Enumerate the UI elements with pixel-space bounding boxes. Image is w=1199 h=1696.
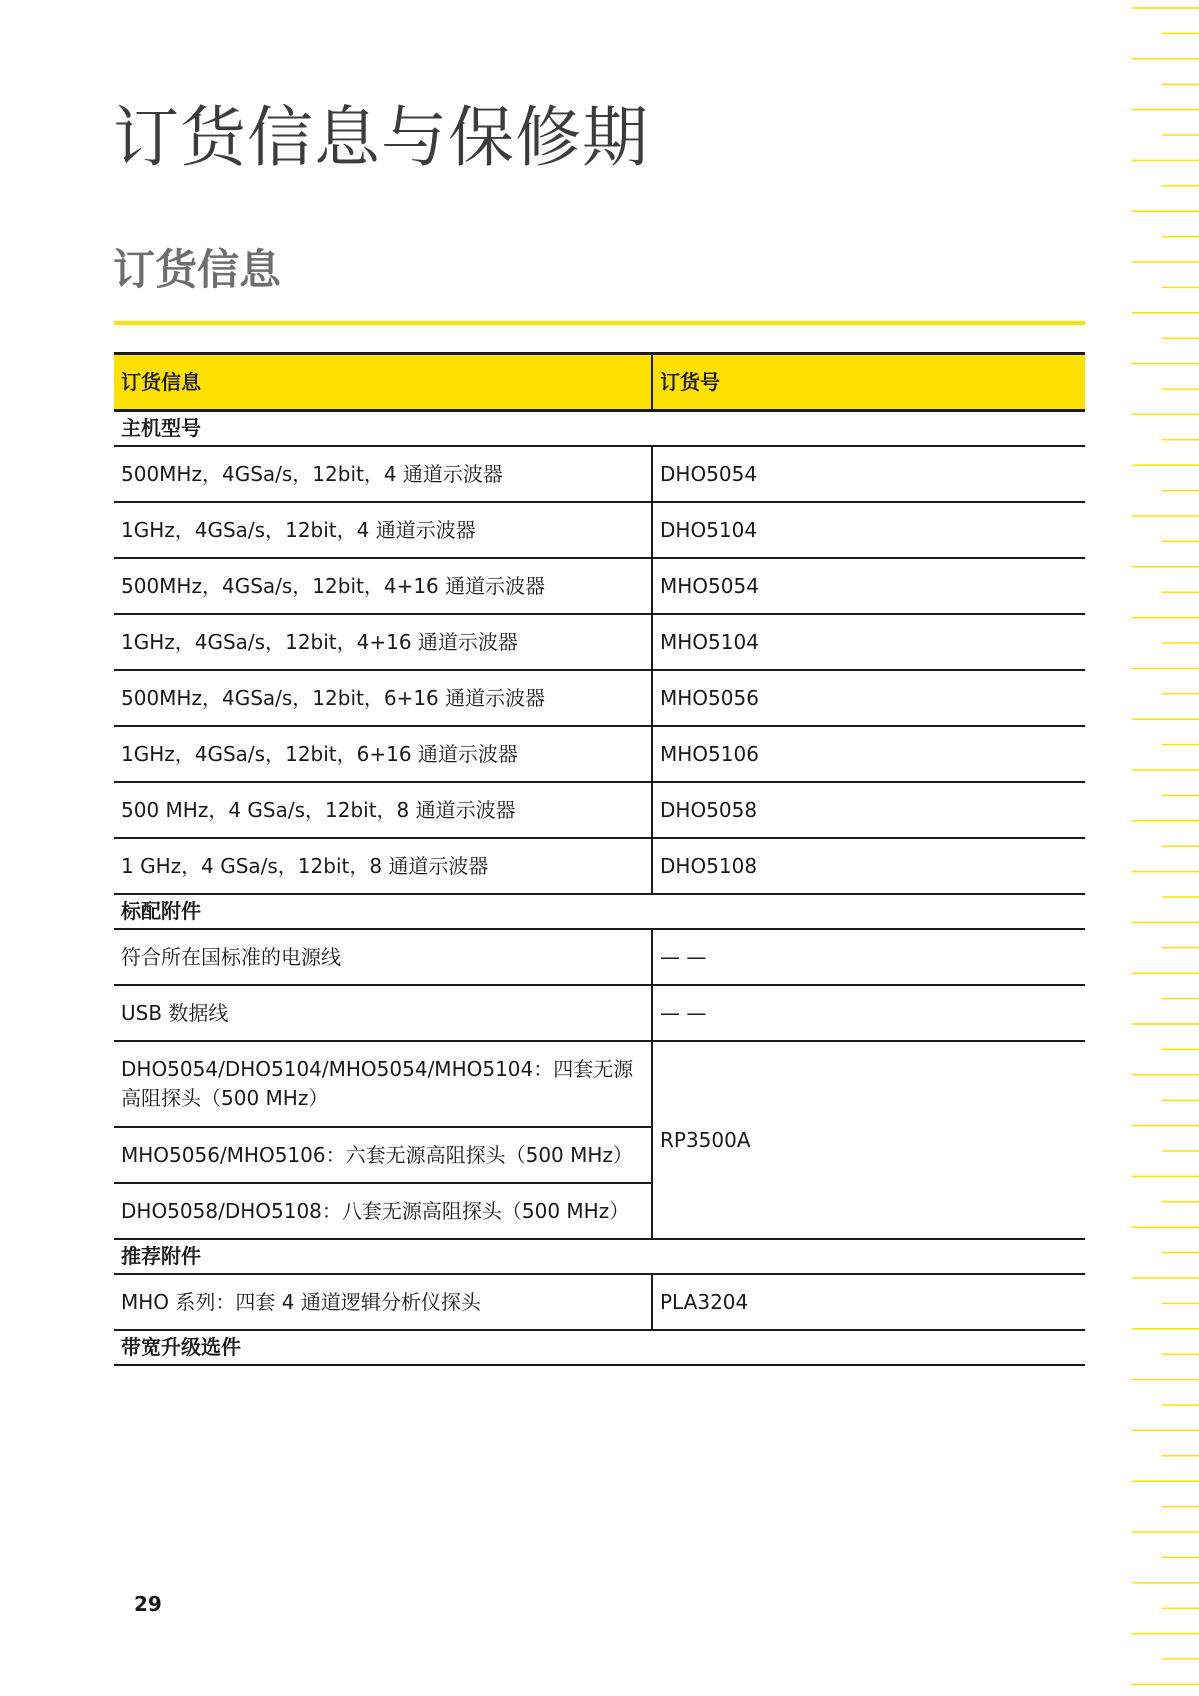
page-number: 29 [134, 1592, 162, 1616]
table-header-row [114, 354, 1085, 411]
group-row [114, 1330, 1085, 1365]
row-order-number: MHO5104 [652, 614, 1085, 670]
row-description: DHO5058/DHO5108：八套无源高阻探头（500 MHz） [114, 1183, 652, 1239]
row-order-number: DHO5108 [652, 838, 1085, 894]
header-order-number: 订货号 [652, 354, 1085, 411]
table-row [114, 1274, 1085, 1330]
page-title: 订货信息与保修期 [113, 99, 649, 176]
table-row [114, 838, 1085, 894]
row-description: 1GHz，4GSa/s，12bit，4 通道示波器 [114, 502, 652, 558]
row-description: 1GHz，4GSa/s，12bit，4+16 通道示波器 [114, 614, 652, 670]
row-order-number: RP3500A [652, 1041, 1085, 1239]
table-row [114, 929, 1085, 985]
table-row [114, 1041, 1085, 1127]
table-row [114, 670, 1085, 726]
row-description: 500MHz，4GSa/s，12bit，6+16 通道示波器 [114, 670, 652, 726]
row-order-number: — — [652, 985, 1085, 1041]
row-description: MHO5056/MHO5106：六套无源高阻探头（500 MHz） [114, 1127, 652, 1183]
row-order-number: MHO5106 [652, 726, 1085, 782]
row-description: 500 MHz，4 GSa/s，12bit，8 通道示波器 [114, 782, 652, 838]
group-row [114, 894, 1085, 929]
section-divider [114, 321, 1085, 325]
row-order-number: MHO5054 [652, 558, 1085, 614]
row-order-number: MHO5056 [652, 670, 1085, 726]
group-label: 带宽升级选件 [114, 1330, 1085, 1365]
group-label: 主机型号 [114, 411, 1085, 447]
header-description: 订货信息 [114, 354, 652, 411]
section-title: 订货信息 [113, 245, 282, 294]
group-row [114, 1239, 1085, 1274]
row-order-number: — — [652, 929, 1085, 985]
row-description: 符合所在国标准的电源线 [114, 929, 652, 985]
row-description: DHO5054/DHO5104/MHO5054/MHO5104：四套无源高阻探头（500 MHz） [114, 1041, 652, 1127]
table-row [114, 614, 1085, 670]
row-order-number: DHO5054 [652, 446, 1085, 502]
row-description: 500MHz，4GSa/s，12bit，4+16 通道示波器 [114, 558, 652, 614]
table-row [114, 502, 1085, 558]
side-stripe-decoration [1128, 0, 1199, 1696]
group-label: 推荐附件 [114, 1239, 1085, 1274]
row-description: 500MHz，4GSa/s，12bit，4 通道示波器 [114, 446, 652, 502]
ordering-table [114, 352, 1085, 1366]
row-description: 1GHz，4GSa/s，12bit，6+16 通道示波器 [114, 726, 652, 782]
table-row [114, 726, 1085, 782]
row-description: USB 数据线 [114, 985, 652, 1041]
row-order-number: DHO5058 [652, 782, 1085, 838]
table-row [114, 782, 1085, 838]
table-row [114, 985, 1085, 1041]
row-order-number: PLA3204 [652, 1274, 1085, 1330]
row-description: MHO 系列：四套 4 通道逻辑分析仪探头 [114, 1274, 652, 1330]
group-label: 标配附件 [114, 894, 1085, 929]
table-row [114, 446, 1085, 502]
table-row [114, 558, 1085, 614]
row-description: 1 GHz，4 GSa/s，12bit，8 通道示波器 [114, 838, 652, 894]
group-row [114, 411, 1085, 447]
row-order-number: DHO5104 [652, 502, 1085, 558]
